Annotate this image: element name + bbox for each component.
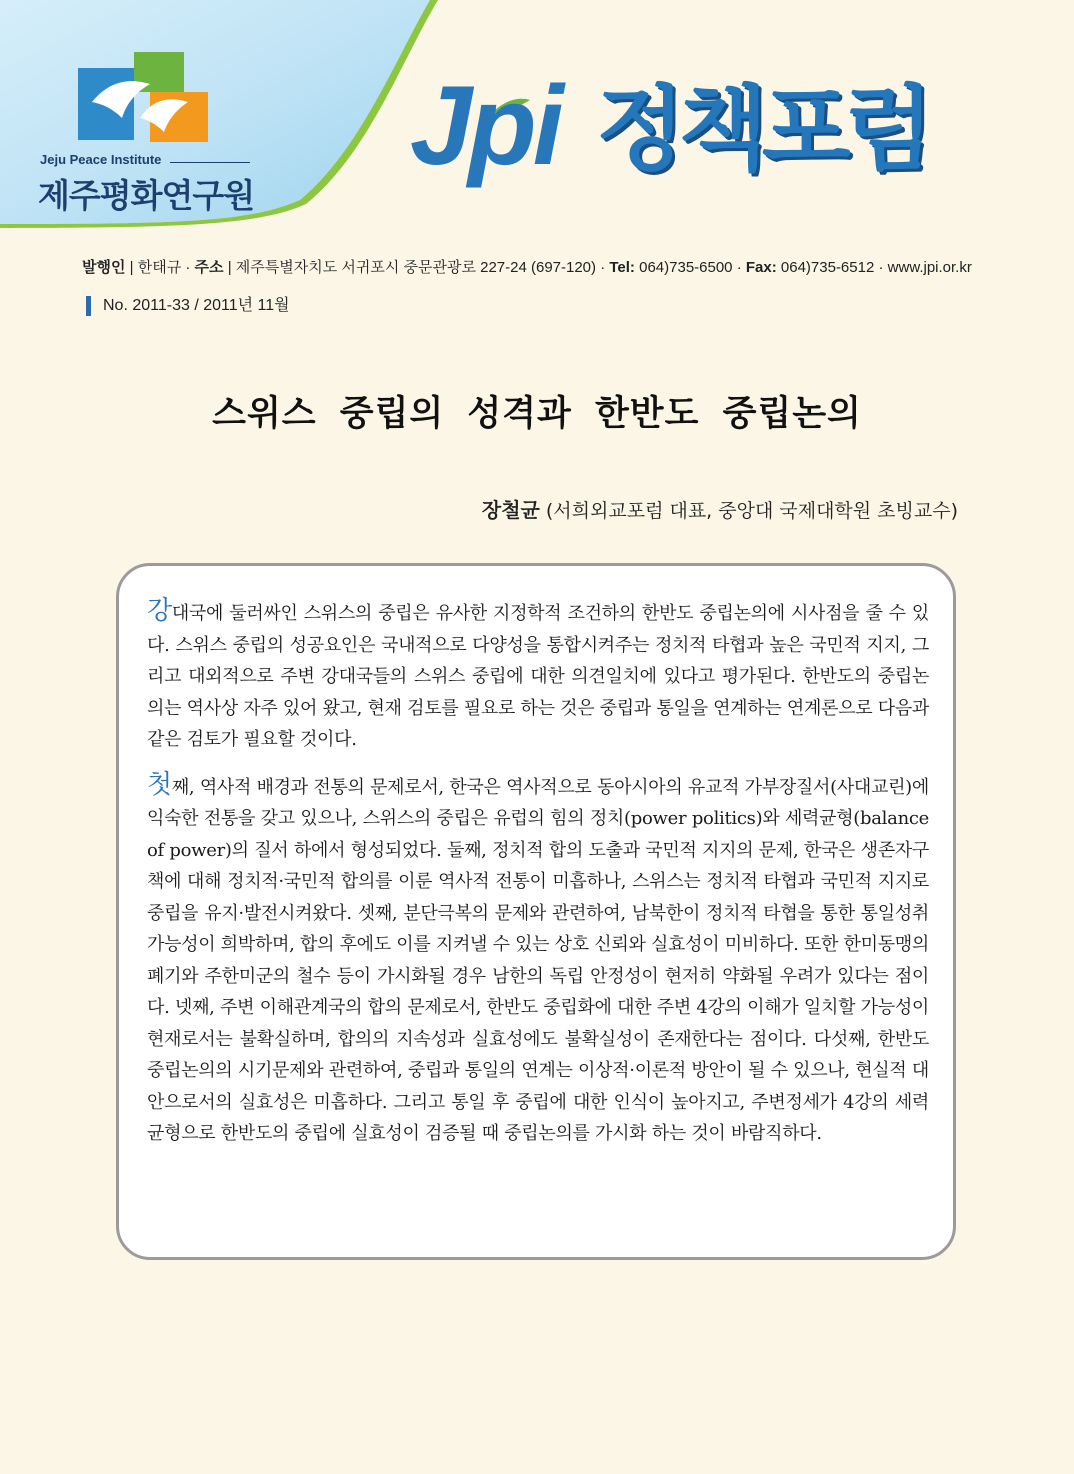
dropcap-2: 첫 [147, 769, 172, 800]
masthead [0, 0, 1074, 230]
brand-logo-text: Jpi [410, 63, 560, 188]
tel-label: Tel: [609, 259, 635, 276]
website-link[interactable]: www.jpi.or.kr [887, 259, 972, 276]
publication-title: 정책포럼 [596, 76, 928, 183]
tel-value: 064)735-6500 [639, 259, 733, 276]
summary-box [116, 563, 956, 1260]
paragraph-2-text: 째, 역사적 배경과 전통의 문제로서, 한국은 역사적으로 동아시아의 유교적 가부장질서(사대교린)에 익숙한 전통을 갖고 있으나, 스위스의 중립은 유럽의 힘의 정치(power politics)와 세력균형(balance of power)의 질서 하에서 형성되었다. 둘째, 정치적 합의 도출과 국민적 지지의 문제, 한국은 생존자구책에 대해 정치적·국민적 합의를 이룬 역사적 전통이 미흡하나, 스위스는 정치적 타협과 국민적 지지로 중립을 유지·발전시켜왔다. 셋째, 분단극복의 문제와 관련하여, 남북한이 정치적 타협을 통한 통일성취 가능성이 희박하며, 합의 후에도 이를 지켜낼 수 있는 상호 신뢰와 실효성이 미비하다. 또한 한미동맹의 폐기와 주한미군의 철수 등이 가시화될 경우 남한의 독립 안정성이 현저히 약화될 우려가 있다는 점이다. 넷째, 주변 이해관계국의 합의 문제로서, 한반도 중립화에 대한 주변 4강의 이해가 일치할 가능성이 현재로서는 불확실하며, 합의의 지속성과 실효성에도 불확실성이 존재한다는 점이다. 다섯째, 한반도 중립논의의 시기문제와 관련하여, 중립과 통일의 연계는 이상적·이론적 방안이 될 수 있으나, 현실적 대안으로서의 실효성은 미흡하다. 그리고 통일 후 중립에 대한 인식이 높아지고, 주변정세가 4강의 세력균형으로 한반도의 중립에 실효성이 검증될 때 중립논의를 가시화 하는 것이 바람직하다. [147, 776, 929, 1144]
fax-value: 064)735-6512 [780, 259, 875, 276]
publisher-name: 한태규 [137, 259, 182, 276]
address-value: 제주특별자치도 서귀포시 중문관광로 227-24 (697-120) [235, 259, 597, 276]
institute-divider [170, 162, 250, 163]
paragraph-1-text: 대국에 둘러싸인 스위스의 중립은 유사한 지정학적 조건하의 한반도 중립논의에 시사점을 줄 수 있다. 스위스 중립의 성공요인은 국내적으로 다양성을 통합시켜주는 정치적 타협과 높은 국민적 지지, 그리고 대외적으로 주변 강대국들의 스위스 중립에 대한 의견일치에 있다고 평가된다. 한반도의 중립논의는 역사상 자주 있어 왔고, 현재 검토를 필요로 하는 것은 중립과 통일을 연계하는 연계론으로 다음과 같은 검토가 필요할 것이다. [147, 603, 929, 750]
author-affiliation: (서희외교포럼 대표, 중앙대 국제대학원 초빙교수) [545, 500, 958, 522]
institute-name-ko: 제주평화연구원 [38, 176, 255, 215]
dropcap-1: 강 [147, 596, 172, 626]
fax-label: Fax: [745, 259, 777, 276]
summary-paragraph-2 [147, 770, 929, 1150]
publication-info: 발행인 | 한태규 · 주소 | 제주특별자치도 서귀포시 중문관광로 227-24 (697-120) · Tel: 064)735-6500 · Fax: 064)735-6512 · www.jpi.or.kr [82, 259, 972, 276]
issue-number: No. 2011-33 / 2011년 11월 [86, 296, 290, 316]
institute-name-en: Jeju Peace Institute [40, 152, 162, 167]
publisher-label: 발행인 [82, 259, 126, 276]
address-label: 주소 [194, 259, 224, 276]
author-name: 장철균 [481, 498, 540, 522]
summary-paragraph-1 [147, 596, 929, 756]
author-line [482, 494, 958, 523]
article-title: 스위스 중립의 성격과 한반도 중립논의 [212, 394, 862, 434]
